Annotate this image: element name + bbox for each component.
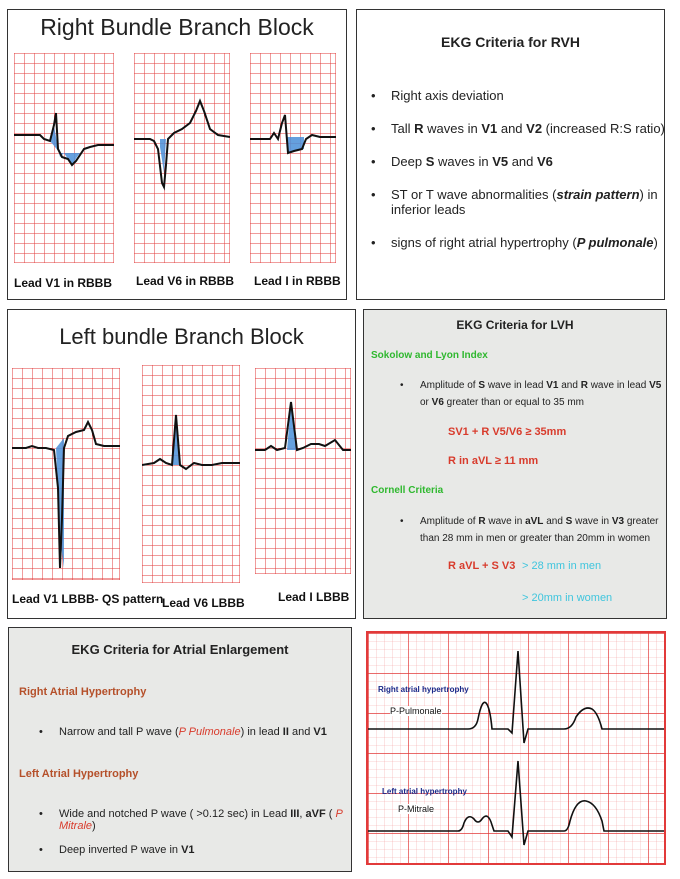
rah-item: • Narrow and tall P wave (P Pulmonale) in lead II and V1 (39, 726, 349, 738)
p-pulmonale-label: P-Pulmonale (390, 706, 442, 716)
cornell-men: > 28 mm in men (522, 560, 602, 572)
cornell-heading: Cornell Criteria (371, 485, 444, 496)
lbbb-v1-tracing (12, 368, 120, 580)
lbbb-panel (7, 309, 356, 619)
p-mitrale-label: P-Mitrale (398, 804, 435, 814)
cornell-women: > 20mm in women (522, 592, 613, 604)
rah-heading: Right Atrial Hypertrophy (19, 686, 147, 698)
lvh-title: EKG Criteria for LVH (456, 318, 574, 332)
rbbb-panel (7, 9, 347, 300)
cornell-list (400, 513, 665, 547)
sokolow-item: • Amplitude of S wave in lead V1 and R wave in lead V5 or V6 greater than or equal to 35 mm (400, 377, 665, 411)
rvh-item: • Deep S waves in V5 and V6 (371, 154, 666, 169)
sokolow-formula: SV1 + R V5/V6 ≥ 35mm (448, 426, 567, 438)
sokolow-heading: Sokolow and Lyon Index (371, 350, 488, 361)
pwave-grid (368, 633, 664, 863)
lah-list (39, 808, 349, 856)
rbbb-title: Right Bundle Branch Block (40, 14, 314, 40)
lah-item: • Wide and notched P wave ( >0.12 sec) in Lead III, aVF ( P Mitrale) (39, 808, 349, 832)
lbbb-i-tracing (255, 368, 351, 574)
rvh-item: • Tall R waves in V1 and V2 (increased R:S ratio) (371, 121, 666, 136)
rbbb-v1-tracing (14, 53, 114, 263)
rvh-title: EKG Criteria for RVH (441, 34, 580, 50)
pwave-panel (366, 631, 666, 865)
cornell-formula: R aVL + S V3 (448, 560, 516, 572)
rbbb-i-tracing (250, 53, 336, 263)
sokolow-list (400, 377, 665, 411)
lbbb-v6-tracing (142, 365, 240, 583)
rvh-panel (356, 9, 665, 300)
rah-diagram-label: Right atrial hypertrophy (378, 685, 469, 694)
rbbb-v6-label: Lead V6 in RBBB (136, 274, 235, 288)
lbbb-v6-label: Lead V6 LBBB (162, 596, 245, 610)
rvh-list (371, 88, 666, 250)
atrial-title: EKG Criteria for Atrial Enlargement (71, 642, 289, 657)
rvh-item: • signs of right atrial hypertrophy (P pulmonale) (371, 235, 666, 250)
atrial-panel (8, 627, 352, 872)
lbbb-v1-label: Lead V1 LBBB- QS pattern (12, 592, 164, 606)
lbbb-i-label: Lead I LBBB (278, 590, 350, 604)
rbbb-v6-tracing (134, 53, 230, 263)
rbbb-i-label: Lead I in RBBB (254, 274, 341, 288)
rbbb-v1-label: Lead V1 in RBBB (14, 276, 113, 290)
rvh-item: • Right axis deviation (371, 88, 666, 103)
lah-item: • Deep inverted P wave in V1 (39, 844, 349, 856)
lbbb-title: Left bundle Branch Block (59, 324, 304, 349)
avl-formula: R in aVL ≥ 11 mm (448, 455, 539, 467)
rvh-item: • ST or T wave abnormalities (strain pattern) in inferior leads (371, 187, 666, 217)
rah-list (39, 726, 349, 738)
lvh-panel (363, 309, 667, 619)
cornell-item: • Amplitude of R wave in aVL and S wave in V3 greater than 28 mm in men or greater than 20mm in women (400, 513, 665, 547)
lah-diagram-label: Left atrial hypertrophy (382, 787, 467, 796)
lah-heading: Left Atrial Hypertrophy (19, 768, 139, 780)
